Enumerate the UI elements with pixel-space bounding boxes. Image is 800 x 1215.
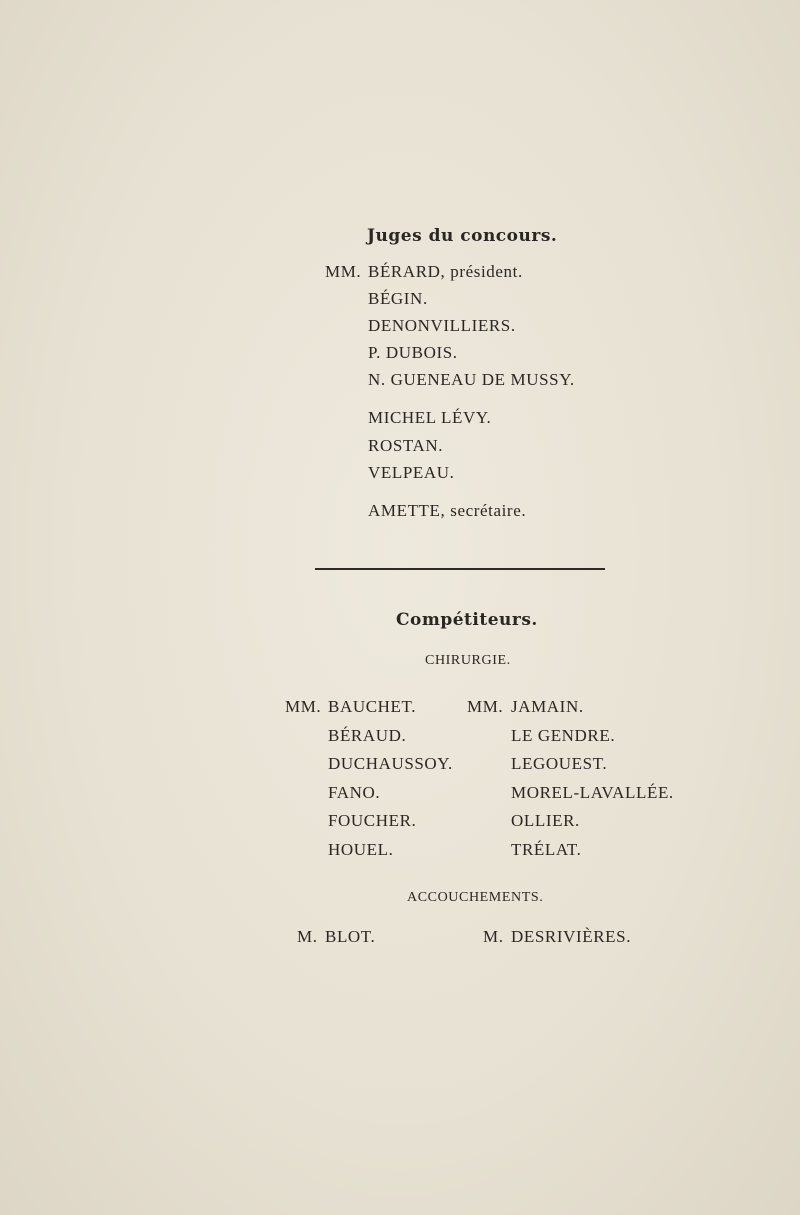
judge-member: DENONVILLIERS. bbox=[368, 316, 516, 335]
section-divider bbox=[315, 568, 605, 570]
obstetrics-right-prefix: M. bbox=[483, 927, 504, 946]
obstetrics-competitor: BLOT. bbox=[325, 927, 376, 946]
surgery-competitor: FOUCHER. bbox=[328, 811, 417, 830]
surgery-competitor: OLLIER. bbox=[511, 811, 580, 830]
obstetrics-left-prefix: M. bbox=[297, 927, 318, 946]
obstetrics-competitor: DESRIVIÈRES. bbox=[511, 927, 632, 946]
surgery-competitor: LE GENDRE. bbox=[511, 726, 616, 745]
judge-member: MICHEL LÉVY. bbox=[368, 408, 492, 427]
surgery-right-prefix: MM. bbox=[467, 697, 504, 716]
surgery-competitor: BAUCHET. bbox=[328, 697, 417, 716]
judges-prefix: MM. bbox=[325, 262, 362, 281]
judge-member: BÉRARD, président. bbox=[368, 262, 523, 281]
judge-member: N. GUENEAU DE MUSSY. bbox=[368, 370, 575, 389]
surgery-competitor: DUCHAUSSOY. bbox=[328, 754, 453, 773]
surgery-competitor: BÉRAUD. bbox=[328, 726, 407, 745]
judges-title: Juges du concours. bbox=[367, 226, 558, 246]
obstetrics-title: ACCOUCHEMENTS. bbox=[407, 890, 544, 905]
judges-secretary: AMETTE, secrétaire. bbox=[368, 501, 527, 520]
judge-member: ROSTAN. bbox=[368, 436, 444, 455]
surgery-competitor: TRÉLAT. bbox=[511, 840, 582, 859]
surgery-competitor: LEGOUEST. bbox=[511, 754, 608, 773]
judge-member: BÉGIN. bbox=[368, 289, 428, 308]
surgery-left-prefix: MM. bbox=[285, 697, 322, 716]
judge-member: P. DUBOIS. bbox=[368, 343, 458, 362]
competitors-title: Compétiteurs. bbox=[396, 610, 538, 630]
surgery-competitor: HOUEL. bbox=[328, 840, 394, 859]
judge-member: VELPEAU. bbox=[368, 463, 455, 482]
surgery-title: CHIRURGIE. bbox=[425, 653, 511, 668]
surgery-competitor: MOREL-LAVALLÉE. bbox=[511, 783, 674, 802]
surgery-competitor: FANO. bbox=[328, 783, 381, 802]
surgery-competitor: JAMAIN. bbox=[511, 697, 584, 716]
